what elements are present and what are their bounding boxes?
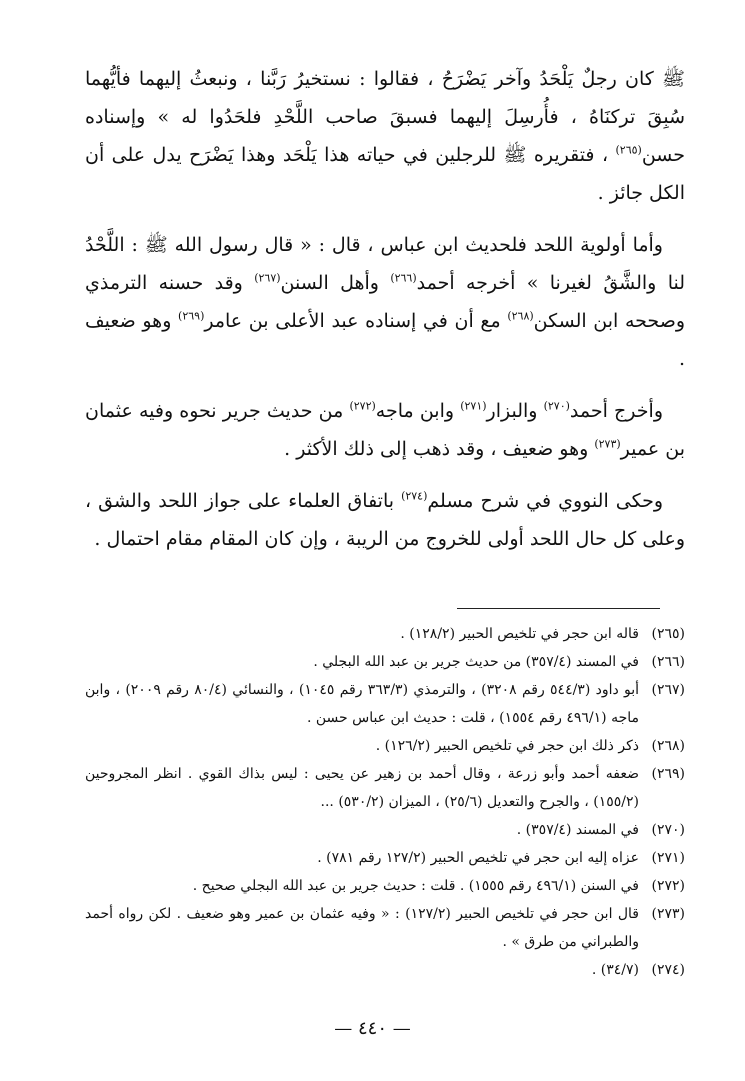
footnote-269: [85, 760, 685, 816]
paragraph-text: ، فتقريره ﷺ للرجلين في حياته هذا يَلْحَد وهذا يَضْرَح يدل على أن الكل جائز .: [85, 144, 685, 204]
page-number: — ٤٤٠ —: [334, 1018, 411, 1039]
paragraph-text: وأما أولوية اللحد فلحديث ابن عباس ، قال : « قال رسول الله ﷺ : اللَّحْدُ لنا والشَّقُ لغيرنا » أخرجه أحمد: [85, 234, 686, 294]
footnote-text: (٣٤/٧) .: [591, 962, 639, 978]
footnote-number: (٢٧٢): [651, 878, 685, 894]
footnote-number: (٢٧٤): [651, 962, 685, 978]
footnote-273: [85, 900, 685, 956]
footnote-text: في السنن (٤٩٦/١ رقم ١٥٥٥) . قلت : حديث جرير بن عبد الله البجلي صحيح .: [192, 878, 639, 894]
footnote-text: عزاه إليه ابن حجر في تلخيص الحبير (١٢٧/٢ رقم ٧٨١) .: [317, 850, 639, 866]
paragraph-text: وأهل السنن: [280, 272, 391, 294]
footnote-marker: (٢٦٧): [254, 271, 281, 285]
paragraph-text: وأخرج أحمد: [569, 400, 663, 422]
footnote-marker: (٢٧٠): [543, 399, 570, 413]
footnote-265: [85, 620, 685, 648]
footnote-number: (٢٧١): [651, 850, 685, 866]
footnote-number: (٢٦٩): [651, 766, 685, 782]
paragraph-1: [85, 60, 685, 212]
footnote-266: [85, 648, 685, 676]
paragraph-3: [85, 392, 685, 468]
paragraph-text: والبزار: [486, 400, 544, 422]
footnote-divider: [457, 608, 660, 609]
paragraph-text: مع أن في إسناده عبد الأعلى بن عامر: [204, 310, 508, 332]
footnote-270: [85, 816, 685, 844]
footnote-text: قال ابن حجر في تلخيص الحبير (١٢٧/٢) : « وفيه عثمان بن عمير وهو ضعيف . لكن رواه أحمد والطبراني من طرق » .: [85, 906, 639, 950]
paragraph-text: من حديث جرير نحوه وفيه عثمان بن عمير: [85, 400, 685, 460]
paragraph-text: وحكى النووي في شرح مسلم: [427, 490, 663, 512]
footnote-272: [85, 872, 685, 900]
footnote-274: [85, 956, 685, 984]
footnote-271: [85, 844, 685, 872]
main-text: [85, 60, 685, 572]
footnote-number: (٢٦٥): [651, 626, 685, 642]
footnote-text: ذكر ذلك ابن حجر في تلخيص الحبير (١٢٦/٢) .: [375, 738, 639, 754]
footnote-text: قاله ابن حجر في تلخيص الحبير (١٢٨/٢) .: [400, 626, 639, 642]
footnotes-list: [85, 620, 685, 984]
footnote-number: (٢٦٧): [651, 682, 685, 698]
footnote-text: ضعفه أحمد وأبو زرعة ، وقال أحمد بن زهير عن يحيى : ليس بذاك القوي . انظر المجروحين (١٥٥/٢) ، والجرح والتعديل (٢٥/٦) ، الميزان (٥٣٠/٢) ...: [85, 766, 639, 810]
paragraph-text: وهو ضعيف ، وقد ذهب إلى ذلك الأكثر .: [284, 438, 595, 460]
paragraph-text: باتفاق العلماء على جواز اللحد والشق ، وعلى كل حال اللحد أولى للخروج من الريبة ، وإن كان المقام مقام احتمال .: [85, 490, 685, 550]
footnote-text: في المسند (٣٥٧/٤) .: [516, 822, 639, 838]
footnote-number: (٢٦٨): [651, 738, 685, 754]
footnote-number: (٢٧٠): [651, 822, 685, 838]
footnote-marker: (٢٦٦): [390, 271, 417, 285]
paragraph-text: ﷺ كان رجلٌ يَلْحَدُ وآخر يَضْرَحُ ، فقالوا : نستخيرُ رَبَّنا ، ونبعثُ إليهما فأيُّهما سُبِقَ تركنَاهُ ، فأُرسِلَ إليهما فسبقَ صاحب اللَّحْدِ فلحَدُوا له » وإسناده حسن: [85, 68, 685, 166]
footnote-marker: (٢٧٤): [401, 489, 428, 503]
footnote-number: (٢٦٦): [651, 654, 685, 670]
footnote-268: [85, 732, 685, 760]
paragraph-text: وابن ماجه: [375, 400, 461, 422]
paragraph-text: وقد حسنه الترمذي وصححه ابن السكن: [85, 272, 686, 332]
footnote-marker: (٢٦٥): [615, 143, 642, 157]
footnote-marker: (٢٦٩): [178, 309, 205, 323]
footnote-267: [85, 676, 685, 732]
footnote-marker: (٢٧٣): [594, 437, 621, 451]
footnote-marker: (٢٧١): [460, 399, 487, 413]
paragraph-text: وهو ضعيف .: [85, 310, 685, 370]
footnote-marker: (٢٦٨): [507, 309, 534, 323]
paragraph-2: [85, 226, 685, 378]
footnote-number: (٢٧٣): [651, 906, 685, 922]
footnote-text: في المسند (٣٥٧/٤) من حديث جرير بن عبد الله البجلي .: [313, 654, 639, 670]
paragraph-4: [85, 482, 685, 558]
footnote-marker: (٢٧٢): [349, 399, 376, 413]
footnote-text: أبو داود (٥٤٤/٣ رقم ٣٢٠٨) ، والترمذي (٣٦٣/٣ رقم ١٠٤٥) ، والنسائي (٨٠/٤ رقم ٢٠٠٩) ، وابن ماجه (٤٩٦/١ رقم ١٥٥٤) ، قلت : حديث ابن عباس حسن .: [85, 682, 640, 726]
